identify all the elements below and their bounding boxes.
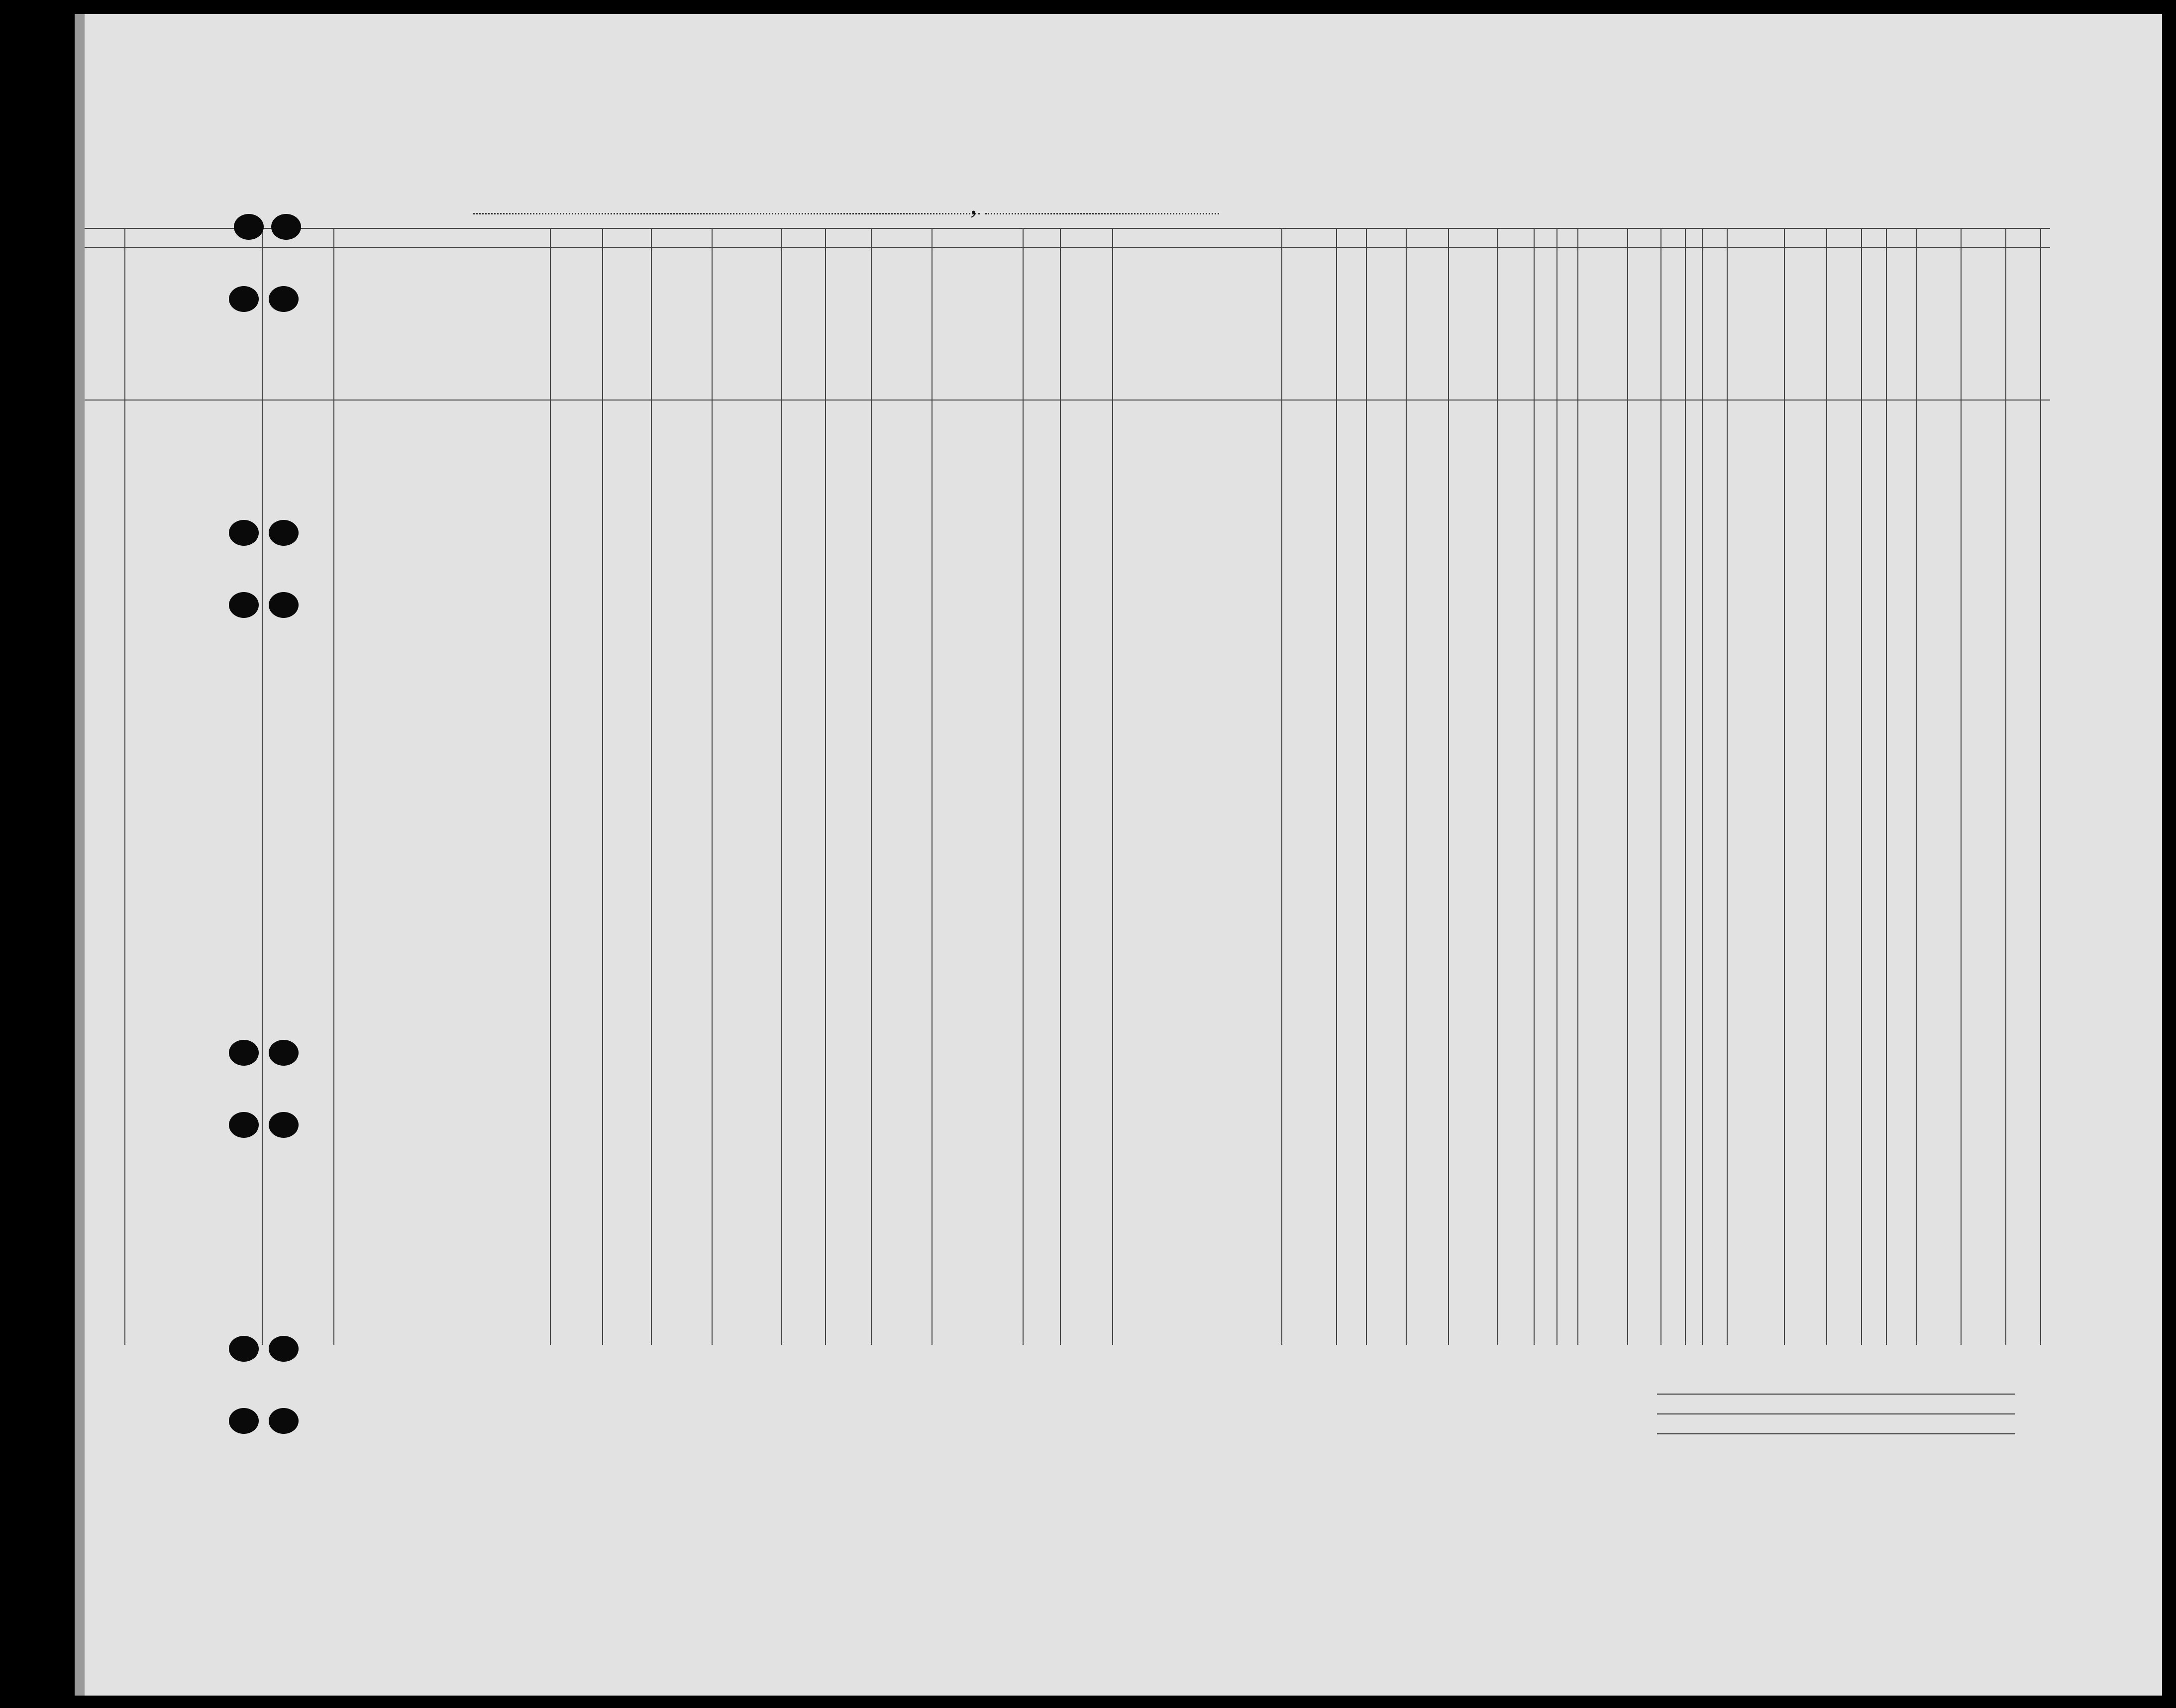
column-rule bbox=[1556, 228, 1557, 1345]
column-rule bbox=[1023, 228, 1024, 1345]
binder-hole bbox=[229, 286, 259, 312]
binder-hole bbox=[229, 1040, 259, 1066]
column-rule bbox=[1060, 228, 1061, 1345]
column-rule bbox=[1366, 228, 1367, 1345]
header-rule bbox=[85, 247, 2050, 248]
column-rule bbox=[1861, 228, 1862, 1345]
column-rule bbox=[651, 228, 652, 1345]
column-rule bbox=[550, 228, 551, 1345]
binder-hole bbox=[271, 214, 301, 240]
manifest-table bbox=[85, 228, 2050, 1345]
column-rule bbox=[1534, 228, 1535, 1345]
column-rule bbox=[871, 228, 872, 1345]
footer-owners-rule bbox=[1657, 1413, 2015, 1414]
binder-hole bbox=[229, 1408, 259, 1434]
column-rule bbox=[1784, 228, 1785, 1345]
footer-agents-rule bbox=[1657, 1433, 2015, 1434]
column-rule bbox=[124, 228, 125, 1345]
column-rule bbox=[1448, 228, 1449, 1345]
header-rule bbox=[85, 400, 2050, 401]
port-underline bbox=[473, 213, 980, 214]
column-rule bbox=[932, 228, 933, 1345]
binder-hole bbox=[269, 1040, 299, 1066]
binder-hole bbox=[229, 1112, 259, 1138]
binder-hole bbox=[269, 592, 299, 618]
column-rule bbox=[2040, 228, 2041, 1345]
binder-hole bbox=[234, 214, 264, 240]
header-rule bbox=[85, 228, 2050, 229]
column-rule bbox=[333, 228, 334, 1345]
footer-line-rule bbox=[1657, 1394, 2015, 1395]
binder-hole bbox=[269, 1336, 299, 1362]
column-rule bbox=[1660, 228, 1661, 1345]
column-rule bbox=[1577, 228, 1578, 1345]
column-rule bbox=[1281, 228, 1282, 1345]
column-rule bbox=[1702, 228, 1703, 1345]
comma: , bbox=[970, 190, 977, 219]
column-rule bbox=[1916, 228, 1917, 1345]
binder-hole bbox=[269, 1408, 299, 1434]
binder-hole bbox=[229, 520, 259, 546]
binder-hole bbox=[229, 1336, 259, 1362]
column-rule bbox=[2005, 228, 2006, 1345]
column-rule bbox=[1886, 228, 1887, 1345]
column-rule bbox=[712, 228, 713, 1345]
manifest-sheet bbox=[75, 14, 2162, 1696]
column-rule bbox=[1497, 228, 1498, 1345]
column-rule bbox=[602, 228, 603, 1345]
binder-hole bbox=[269, 1112, 299, 1138]
column-rule bbox=[1685, 228, 1686, 1345]
column-rule bbox=[1961, 228, 1962, 1345]
column-rule bbox=[1406, 228, 1407, 1345]
binder-hole bbox=[269, 286, 299, 312]
date-underline bbox=[985, 213, 1219, 214]
column-rule bbox=[1627, 228, 1628, 1345]
binder-hole bbox=[229, 592, 259, 618]
column-rule bbox=[825, 228, 826, 1345]
column-rule bbox=[1826, 228, 1827, 1345]
binder-hole bbox=[269, 520, 299, 546]
binding-strip bbox=[75, 14, 85, 1696]
column-rule bbox=[262, 228, 263, 1345]
column-rule bbox=[1112, 228, 1113, 1345]
column-rule bbox=[1727, 228, 1728, 1345]
column-rule bbox=[781, 228, 782, 1345]
column-rule bbox=[1336, 228, 1337, 1345]
